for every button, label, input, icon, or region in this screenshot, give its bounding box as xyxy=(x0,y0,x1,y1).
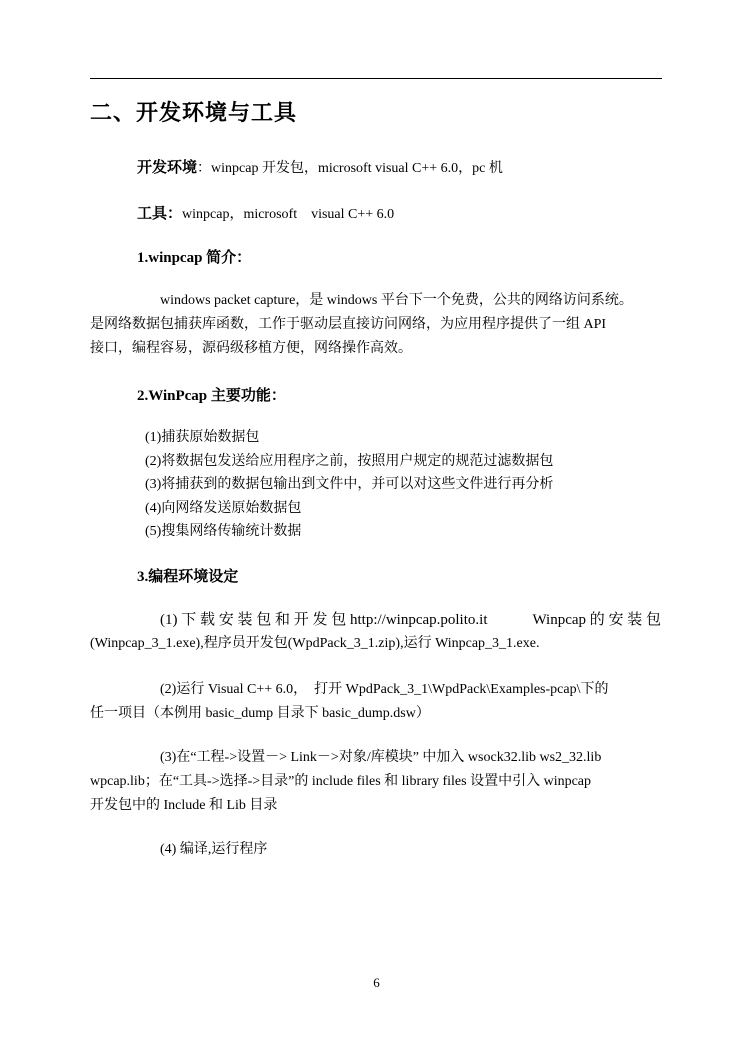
features-item-1: (1)捕获原始数据包 xyxy=(145,430,260,445)
intro-heading: 1.winpcap 简介： xyxy=(137,250,252,266)
setup-step-4: (4) 编译,运行程序 xyxy=(160,842,268,857)
step3-line-1: (3)在“工程->设置－> Link－>对象/库模块” 中加入 wsock32.lib ws2_32.lib xyxy=(160,750,602,765)
page-number: 6 xyxy=(373,975,380,990)
step3-line-3: 开发包中的 Include 和 Lib 目录 xyxy=(90,798,278,813)
step1-line-2: (Winpcap_3_1.exe),程序员开发包(WpdPack_3_1.zip),运行 Winpcap_3_1.exe. xyxy=(90,636,540,651)
dev-env-value: ：winpcap 开发包，microsoft visual C++ 6.0，pc 机 xyxy=(197,161,503,176)
step2-line-1: (2)运行 Visual C++ 6.0， 打开 WpdPack_3_1\WpdPack\Examples-pcap\下的 xyxy=(160,682,609,697)
features-list xyxy=(145,426,553,544)
step1-line-1: (1) 下 载 安 装 包 和 开 发 包 http://winpcap.polito.it Winpcap 的 安 装 包 xyxy=(160,612,662,628)
setup-heading: 3.编程环境设定 xyxy=(137,569,239,585)
features-item-3: (3)将捕获到的数据包输出到文件中，并可以对这些文件进行再分析 xyxy=(145,477,554,492)
tools-line xyxy=(137,202,394,223)
section-title: 二、开发环境与工具 xyxy=(90,100,298,125)
setup-step-3 xyxy=(90,746,660,818)
step3-line-2: wpcap.lib；在“工具->选择->目录”的 include files 和 library files 设置中引入 winpcap xyxy=(90,774,592,789)
dev-env-line xyxy=(137,156,503,177)
features-item-5: (5)搜集网络传输统计数据 xyxy=(145,524,302,539)
setup-step-1 xyxy=(90,608,660,656)
intro-line-3: 接口，编程容易，源码级移植方便，网络操作高效。 xyxy=(90,341,412,356)
intro-line-1: windows packet capture，是 windows 平台下一个免费，公共的网络访问系统。 xyxy=(160,293,633,308)
dev-env-label: 开发环境 xyxy=(137,160,198,176)
features-item-2: (2)将数据包发送给应用程序之前，按照用户规定的规范过滤数据包 xyxy=(145,453,554,469)
setup-step-2 xyxy=(90,678,660,726)
header-rule xyxy=(90,78,662,79)
intro-paragraph xyxy=(90,289,660,361)
intro-line-2: 是网络数据包捕获库函数，工作于驱动层直接访问网络，为应用程序提供了一组 API xyxy=(90,317,607,332)
tools-label: 工具： xyxy=(137,206,183,222)
tools-value: winpcap，microsoft visual C++ 6.0 xyxy=(182,207,395,222)
features-heading: 2.WinPcap 主要功能： xyxy=(137,388,286,404)
step2-line-2: 任一项目（本例用 basic_dump 目录下 basic_dump.dsw） xyxy=(90,706,430,721)
features-item-4: (4)向网络发送原始数据包 xyxy=(145,500,302,516)
